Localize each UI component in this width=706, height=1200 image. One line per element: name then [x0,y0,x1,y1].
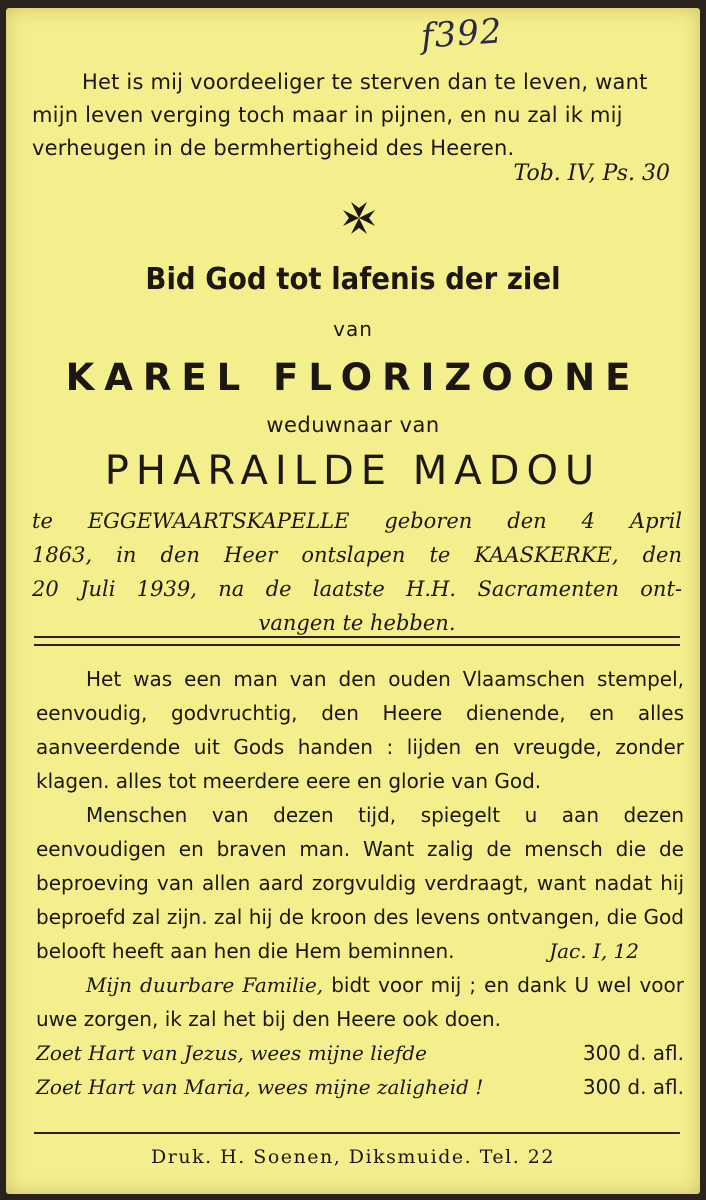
spouse-name: PHARAILDE MADOU [104,448,602,494]
bio-line: vangen te hebben. [258,611,456,635]
indulgence-prayer: Zoet Hart van Maria, wees mijne zaligheid ! [36,1075,484,1099]
quote-reference: Tob. IV, Ps. 30 [513,161,670,186]
paragraph-text: Menschen van dezen tijd, spiegelt u aan dezen eenvoudigen en braven man. Want zalig de mensch die de beproeving van allen aard zorgvuldig verdraagt, want nadat hij beproefd zal zijn. zal hij de kroon des levens ontvangen, die God belooft heeft aan hen die Hem beminnen. [36,803,684,963]
indulgence-days: 300 d. afl. [582,1041,684,1065]
archive-number: f392 [419,11,504,57]
indulgence-line [36,1070,684,1104]
bio-line: te EGGEWAARTSKAPELLE geboren den 4 April [32,509,682,533]
van-text: van [333,317,373,341]
quote-line: Het is mij voordeeliger te sterven dan te leven, want [82,70,648,94]
prayer-heading: Bid God tot lafenis der ziel [145,262,561,297]
paragraph-text: bidt voor mij ; en dank U wel voor uwe zorgen, ik zal het bij den Heere ook doen. [36,973,684,1031]
indulgence-prayer: Zoet Hart van Jezus, wees mijne liefde [36,1041,427,1065]
printer-credit: Druk. H. Soenen, Diksmuide. Tel. 22 [151,1146,555,1168]
paragraph [36,798,684,968]
paragraph [36,968,684,1036]
biography [32,504,682,640]
body-text [36,662,684,1104]
deceased-name: KAREL FLORIZOONE [65,356,641,399]
indulgence-days: 300 d. afl. [582,1075,684,1099]
opening-quote [32,66,682,165]
divider [34,1132,680,1134]
bio-line: 1863, in den Heer ontslapen te KAASKERKE, den [32,543,682,567]
memorial-card [6,8,700,1194]
bio-line: 20 Juli 1939, na de laatste H.H. Sacramenten ont- [32,577,682,601]
divider [34,636,680,638]
quote-line: mijn leven verging toch maar in pijnen, en nu zal ik mij [32,103,623,127]
widower-text: weduwnaar van [266,413,440,437]
divider [34,644,680,646]
indulgence-line [36,1036,684,1070]
paragraph: Het was een man van den ouden Vlaamschen stempel, eenvoudig, godvruchtig, den Heere dienende, en alles aanveerdende uit Gods handen : lijden en vreugde, zonder klagen. alles tot meerdere eere en glorie van God. [36,667,684,793]
scripture-reference: Jac. I, 12 [549,939,639,963]
quote-line: verheugen in de bermhertigheid des Heeren. [32,136,515,160]
family-address: Mijn duurbare Familie, [86,973,324,997]
maltese-cross-icon [339,198,379,238]
